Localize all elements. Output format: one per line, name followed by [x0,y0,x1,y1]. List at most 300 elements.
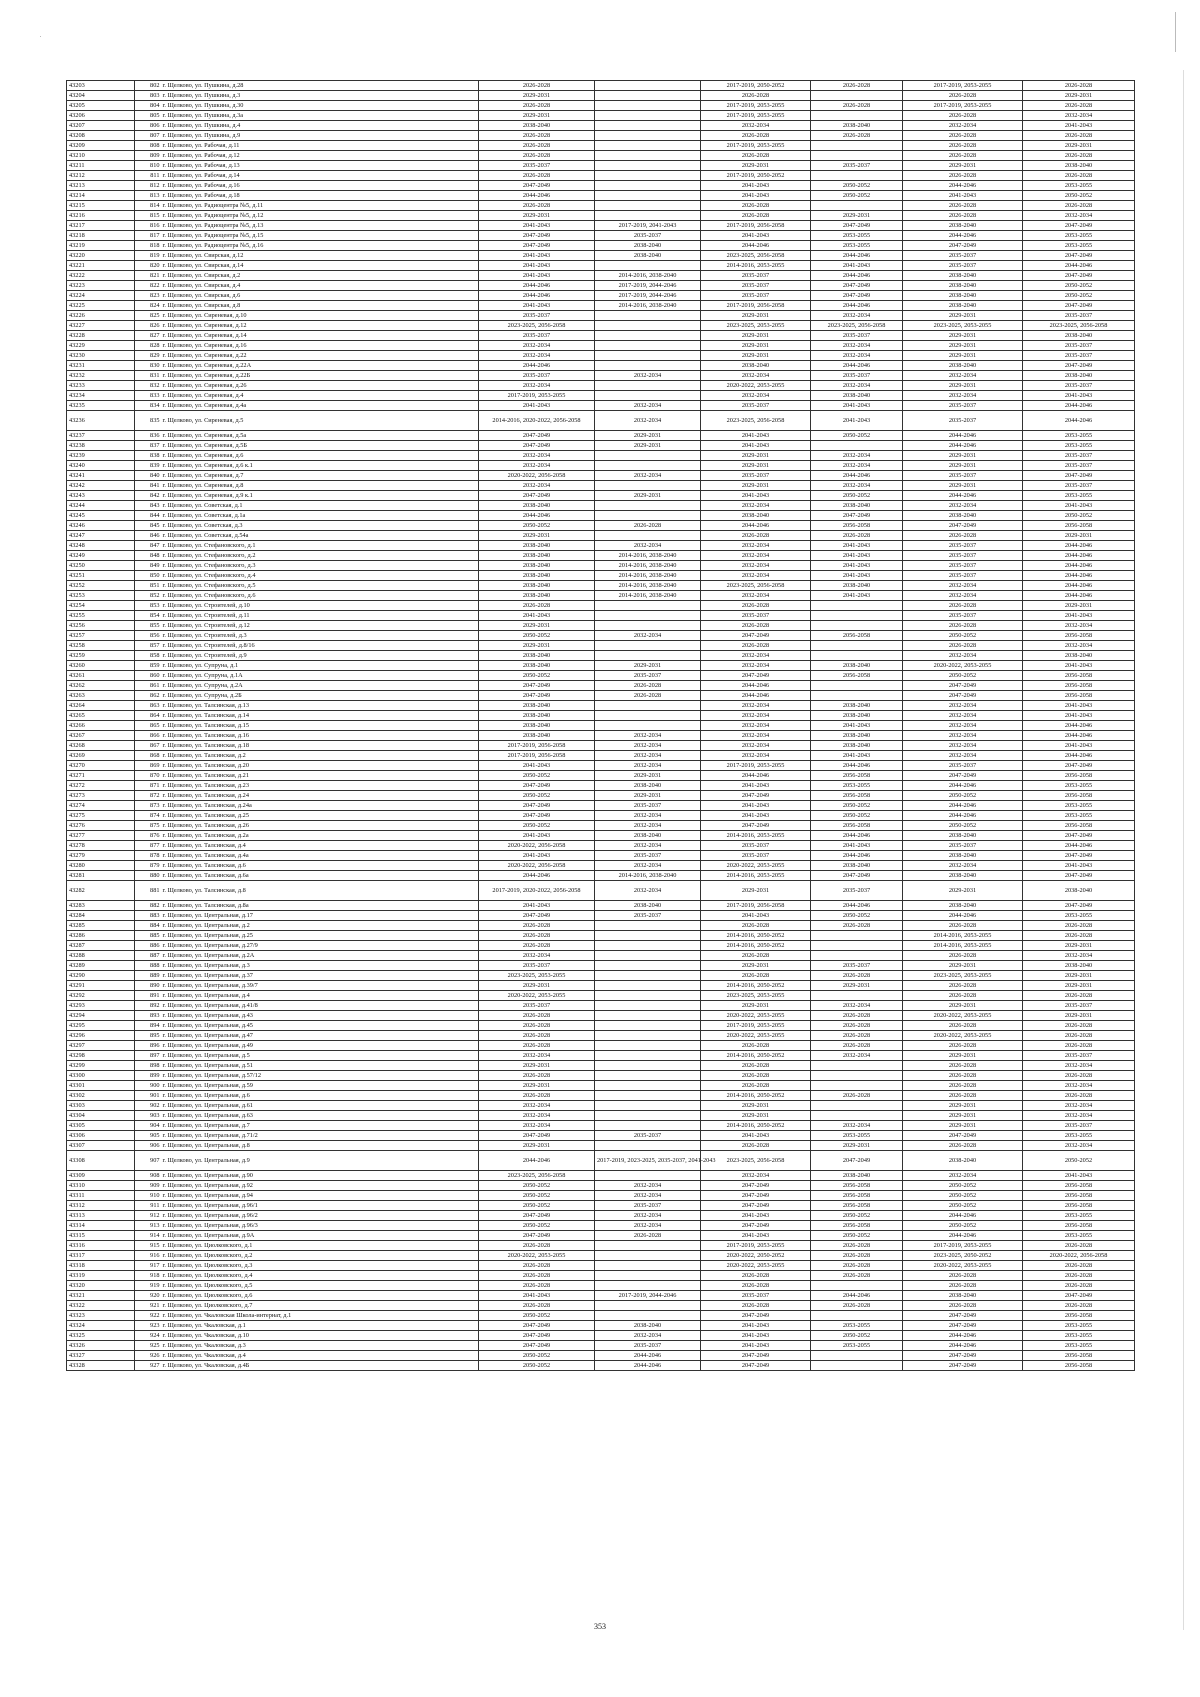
row-id-cell: 43268 [67,741,135,751]
row-id-cell: 43293 [67,1001,135,1011]
period-2-cell: 2014-2016, 2038-2040 [595,301,701,311]
period-1-cell: 2029-2031 [479,531,595,541]
table-row [67,1141,1135,1151]
period-6-cell: 2053-2055 [1023,1321,1135,1331]
period-6-cell: 2050-2052 [1023,281,1135,291]
period-1-cell: 2041-2043 [479,401,595,411]
period-5-cell: 2044-2046 [903,801,1023,811]
period-1-cell: 2017-2019, 2056-2058 [479,741,595,751]
period-2-cell: 2026-2028 [595,691,701,701]
scan-mark [40,36,41,37]
period-6-cell: 2053-2055 [1023,1331,1135,1341]
period-4-cell: 2026-2028 [811,101,903,111]
row-id-cell: 43283 [67,901,135,911]
period-2-cell [595,91,701,101]
period-1-cell: 2035-2037 [479,371,595,381]
row-id-cell: 43258 [67,641,135,651]
row-id-cell: 43241 [67,471,135,481]
period-3-cell: 2041-2043 [701,441,811,451]
period-1-cell: 2047-2049 [479,1321,595,1331]
period-1-cell: 2017-2019, 2020-2022, 2056-2058 [479,881,595,901]
period-4-cell: 2056-2058 [811,631,903,641]
table-row [67,181,1135,191]
period-1-cell: 2035-2037 [479,331,595,341]
row-number-cell: 809 [135,151,161,161]
row-number-cell: 870 [135,771,161,781]
row-id-cell: 43236 [67,411,135,431]
period-5-cell: 2029-2031 [903,1121,1023,1131]
period-6-cell: 2044-2046 [1023,731,1135,741]
table-row [67,451,1135,461]
address-cell: г. Щелково, ул. Центральная, д.57/12 [161,1071,479,1081]
row-number-cell: 840 [135,471,161,481]
period-3-cell: 2035-2037 [701,281,811,291]
address-cell: г. Щелково, ул. Чкаловская, д.4 [161,1351,479,1361]
period-6-cell: 2053-2055 [1023,231,1135,241]
period-6-cell: 2026-2028 [1023,1281,1135,1291]
table-row [67,251,1135,261]
address-cell: г. Щелково, ул. Сиреневая, д.9 к.1 [161,491,479,501]
period-2-cell: 2032-2034 [595,471,701,481]
row-id-cell: 43238 [67,441,135,451]
period-2-cell: 2014-2016, 2038-2040 [595,561,701,571]
row-id-cell: 43231 [67,361,135,371]
period-5-cell: 2050-2052 [903,1201,1023,1211]
table-row [67,661,1135,671]
period-3-cell: 2017-2019, 2053-2055 [701,1241,811,1251]
row-id-cell: 43205 [67,101,135,111]
period-4-cell: 2029-2031 [811,1141,903,1151]
period-2-cell: 2038-2040 [595,781,701,791]
period-6-cell: 2023-2025, 2056-2058 [1023,321,1135,331]
row-number-cell: 905 [135,1131,161,1141]
address-cell: г. Щелково, ул. Центральная, д.45 [161,1021,479,1031]
period-5-cell: 2026-2028 [903,171,1023,181]
row-number-cell: 906 [135,1141,161,1151]
period-2-cell [595,1011,701,1021]
period-4-cell [811,941,903,951]
period-5-cell: 2038-2040 [903,291,1023,301]
period-6-cell: 2056-2058 [1023,791,1135,801]
period-5-cell: 2026-2028 [903,1021,1023,1031]
period-6-cell: 2056-2058 [1023,1351,1135,1361]
row-id-cell: 43259 [67,651,135,661]
period-2-cell [595,321,701,331]
period-3-cell: 2029-2031 [701,481,811,491]
period-1-cell: 2044-2046 [479,871,595,881]
period-1-cell: 2038-2040 [479,581,595,591]
address-cell: г. Щелково, ул. Центральная, д.96/1 [161,1201,479,1211]
row-number-cell: 844 [135,511,161,521]
period-2-cell: 2035-2037 [595,801,701,811]
period-2-cell: 2032-2034 [595,861,701,871]
address-cell: г. Щелково, ул. Супруна, д.2А [161,681,479,691]
period-3-cell: 2035-2037 [701,851,811,861]
period-2-cell [595,721,701,731]
period-5-cell: 2035-2037 [903,841,1023,851]
row-number-cell: 927 [135,1361,161,1371]
table-row [67,481,1135,491]
period-1-cell: 2026-2028 [479,1031,595,1041]
address-cell: г. Щелково, ул. Центральная, д.2А [161,951,479,961]
period-4-cell [811,691,903,701]
table-row [67,901,1135,911]
period-5-cell: 2032-2034 [903,731,1023,741]
period-5-cell: 2032-2034 [903,651,1023,661]
table-row [67,1321,1135,1331]
period-6-cell: 2047-2049 [1023,271,1135,281]
period-5-cell: 2026-2028 [903,1071,1023,1081]
period-5-cell: 2032-2034 [903,121,1023,131]
period-2-cell [595,611,701,621]
period-5-cell: 2035-2037 [903,761,1023,771]
period-1-cell: 2020-2022, 2056-2058 [479,861,595,871]
period-6-cell: 2044-2046 [1023,261,1135,271]
period-4-cell: 2038-2040 [811,1171,903,1181]
scan-mark [1183,70,1184,1630]
period-1-cell: 2029-2031 [479,1061,595,1071]
row-id-cell: 43235 [67,401,135,411]
period-1-cell: 2023-2025, 2056-2058 [479,1171,595,1181]
table-row [67,741,1135,751]
period-4-cell: 2035-2037 [811,331,903,341]
period-2-cell: 2029-2031 [595,441,701,451]
table-row [67,331,1135,341]
row-number-cell: 861 [135,681,161,691]
row-id-cell: 43323 [67,1311,135,1321]
row-id-cell: 43220 [67,251,135,261]
period-5-cell: 2044-2046 [903,441,1023,451]
address-cell: г. Щелково, ул. Радиоцентра №5, д.15 [161,231,479,241]
table-row [67,721,1135,731]
row-number-cell: 845 [135,521,161,531]
period-3-cell: 2029-2031 [701,1101,811,1111]
row-id-cell: 43257 [67,631,135,641]
period-5-cell: 2032-2034 [903,591,1023,601]
period-2-cell: 2029-2031 [595,791,701,801]
row-id-cell: 43273 [67,791,135,801]
period-6-cell: 2041-2043 [1023,861,1135,871]
period-5-cell: 2026-2028 [903,601,1023,611]
period-4-cell: 2050-2052 [811,1231,903,1241]
table-row [67,441,1135,451]
period-6-cell: 2044-2046 [1023,401,1135,411]
period-3-cell: 2026-2028 [701,1071,811,1081]
row-number-cell: 874 [135,811,161,821]
period-3-cell: 2047-2049 [701,1201,811,1211]
row-number-cell: 864 [135,711,161,721]
address-cell: г. Щелково, ул. Талсинская, д.13 [161,701,479,711]
period-4-cell: 2056-2058 [811,821,903,831]
period-1-cell: 2038-2040 [479,711,595,721]
period-3-cell: 2047-2049 [701,1221,811,1231]
row-number-cell: 829 [135,351,161,361]
period-3-cell: 2047-2049 [701,821,811,831]
period-5-cell: 2038-2040 [903,851,1023,861]
period-5-cell: 2029-2031 [903,161,1023,171]
address-cell: г. Щелково, ул. Талсинская, д.14 [161,711,479,721]
address-cell: г. Щелково, ул. Талсинская, д.4 [161,841,479,851]
period-4-cell: 2053-2055 [811,1321,903,1331]
period-5-cell: 2044-2046 [903,811,1023,821]
period-2-cell: 2038-2040 [595,901,701,911]
table-row [67,101,1135,111]
row-number-cell: 919 [135,1281,161,1291]
period-5-cell: 2047-2049 [903,1351,1023,1361]
table-row [67,591,1135,601]
address-cell: г. Щелково, ул. Рабочая, д.12 [161,151,479,161]
row-number-cell: 831 [135,371,161,381]
period-2-cell [595,121,701,131]
period-2-cell: 2032-2034 [595,401,701,411]
period-4-cell: 2041-2043 [811,541,903,551]
table-row [67,1201,1135,1211]
address-cell: г. Щелково, ул. Чкаловская Школа-интернат, д.1 [161,1311,479,1321]
period-6-cell: 2038-2040 [1023,881,1135,901]
row-number-cell: 885 [135,931,161,941]
period-3-cell: 2026-2028 [701,1061,811,1071]
row-number-cell: 860 [135,671,161,681]
period-1-cell: 2050-2052 [479,521,595,531]
period-5-cell: 2044-2046 [903,231,1023,241]
period-4-cell: 2044-2046 [811,301,903,311]
period-1-cell: 2026-2028 [479,941,595,951]
row-id-cell: 43265 [67,711,135,721]
table-row [67,751,1135,761]
period-2-cell [595,641,701,651]
period-6-cell: 2044-2046 [1023,561,1135,571]
row-number-cell: 822 [135,281,161,291]
period-2-cell [595,961,701,971]
period-2-cell: 2029-2031 [595,491,701,501]
table-row [67,1071,1135,1081]
period-2-cell [595,1261,701,1271]
period-6-cell: 2035-2037 [1023,1121,1135,1131]
period-1-cell: 2050-2052 [479,821,595,831]
row-number-cell: 850 [135,571,161,581]
period-5-cell: 2032-2034 [903,741,1023,751]
period-6-cell: 2032-2034 [1023,641,1135,651]
address-cell: г. Щелково, ул. Сиреневая, д.22А [161,361,479,371]
address-cell: г. Щелково, ул. Талсинская, д.23 [161,781,479,791]
table-row [67,1351,1135,1361]
period-3-cell: 2014-2016, 2053-2055 [701,871,811,881]
table-row [67,641,1135,651]
table-row [67,351,1135,361]
address-cell: г. Щелково, ул. Талсинская, д.21 [161,771,479,781]
row-id-cell: 43240 [67,461,135,471]
period-4-cell: 2047-2049 [811,221,903,231]
table-row [67,1101,1135,1111]
period-6-cell: 2053-2055 [1023,911,1135,921]
address-cell: г. Щелково, ул. Центральная, д.9 [161,1151,479,1171]
address-cell: г. Щелково, ул. Сиреневая, д.5 [161,411,479,431]
period-4-cell: 2032-2034 [811,481,903,491]
period-1-cell: 2026-2028 [479,1011,595,1021]
address-cell: г. Щелково, ул. Центральная, д.71/2 [161,1131,479,1141]
period-5-cell: 2023-2025, 2050-2052 [903,1251,1023,1261]
period-4-cell: 2035-2037 [811,961,903,971]
period-5-cell: 2035-2037 [903,611,1023,621]
period-3-cell: 2017-2019, 2053-2055 [701,111,811,121]
address-cell: г. Щелково, ул. Сиреневая, д.4 [161,391,479,401]
period-2-cell: 2035-2037 [595,1131,701,1141]
address-cell: г. Щелково, ул. Сиреневая, д.22 [161,351,479,361]
table-row [67,541,1135,551]
period-4-cell [811,931,903,941]
period-6-cell: 2029-2031 [1023,91,1135,101]
address-cell: г. Щелково, ул. Талсинская, д.2 [161,751,479,761]
row-id-cell: 43313 [67,1211,135,1221]
table-row [67,781,1135,791]
period-3-cell: 2047-2049 [701,791,811,801]
period-2-cell: 2032-2034 [595,411,701,431]
period-4-cell: 2050-2052 [811,491,903,501]
row-number-cell: 847 [135,541,161,551]
period-6-cell: 2047-2049 [1023,251,1135,261]
period-4-cell: 2041-2043 [811,721,903,731]
period-3-cell: 2047-2049 [701,1351,811,1361]
row-id-cell: 43228 [67,331,135,341]
period-5-cell: 2026-2028 [903,1041,1023,1051]
period-4-cell: 2026-2028 [811,1241,903,1251]
address-cell: г. Щелково, ул. Талсинская, д.8 [161,881,479,901]
period-6-cell: 2041-2043 [1023,741,1135,751]
period-4-cell [811,681,903,691]
period-3-cell: 2041-2043 [701,1231,811,1241]
row-number-cell: 804 [135,101,161,111]
period-5-cell: 2029-2031 [903,311,1023,321]
period-6-cell: 2035-2037 [1023,1051,1135,1061]
row-id-cell: 43327 [67,1351,135,1361]
period-4-cell: 2041-2043 [811,551,903,561]
period-3-cell: 2026-2028 [701,1301,811,1311]
period-2-cell [595,1101,701,1111]
row-id-cell: 43210 [67,151,135,161]
table-row [67,321,1135,331]
period-3-cell: 2014-2016, 2050-2052 [701,1121,811,1131]
address-cell: г. Щелково, ул. Циолковского, д.7 [161,1301,479,1311]
period-4-cell: 2050-2052 [811,801,903,811]
period-1-cell: 2020-2022, 2053-2055 [479,1251,595,1261]
row-id-cell: 43212 [67,171,135,181]
period-6-cell: 2029-2031 [1023,981,1135,991]
row-number-cell: 851 [135,581,161,591]
row-id-cell: 43254 [67,601,135,611]
address-cell: г. Щелково, ул. Чкаловская, д.1 [161,1321,479,1331]
period-2-cell: 2032-2034 [595,731,701,741]
period-1-cell: 2047-2049 [479,781,595,791]
address-cell: г. Щелково, ул. Центральная, д.4 [161,991,479,1001]
period-6-cell: 2029-2031 [1023,601,1135,611]
period-1-cell: 2041-2043 [479,261,595,271]
period-1-cell: 2041-2043 [479,831,595,841]
period-5-cell: 2044-2046 [903,491,1023,501]
row-number-cell: 875 [135,821,161,831]
period-4-cell: 2038-2040 [811,701,903,711]
period-2-cell: 2029-2031 [595,771,701,781]
period-5-cell: 2044-2046 [903,1341,1023,1351]
period-5-cell: 2029-2031 [903,351,1023,361]
period-5-cell: 2047-2049 [903,681,1023,691]
period-6-cell: 2032-2034 [1023,1081,1135,1091]
period-5-cell: 2026-2028 [903,151,1023,161]
period-5-cell: 2050-2052 [903,671,1023,681]
period-4-cell: 2026-2028 [811,131,903,141]
period-6-cell: 2053-2055 [1023,811,1135,821]
period-5-cell: 2038-2040 [903,361,1023,371]
period-2-cell [595,131,701,141]
period-4-cell: 2038-2040 [811,741,903,751]
period-5-cell: 2029-2031 [903,461,1023,471]
table-row [67,801,1135,811]
address-cell: г. Щелково, ул. Сиреневая, д.12 [161,321,479,331]
period-3-cell: 2047-2049 [701,1311,811,1321]
table-row [67,671,1135,681]
period-2-cell: 2038-2040 [595,241,701,251]
period-4-cell: 2041-2043 [811,261,903,271]
period-3-cell: 2029-2031 [701,311,811,321]
row-id-cell: 43215 [67,201,135,211]
period-2-cell: 2014-2016, 2038-2040 [595,871,701,881]
period-4-cell [811,91,903,101]
period-6-cell: 2026-2028 [1023,131,1135,141]
row-id-cell: 43294 [67,1011,135,1021]
address-cell: г. Щелково, ул. Сиреневая, д.6 к.1 [161,461,479,471]
period-5-cell: 2026-2028 [903,981,1023,991]
period-6-cell: 2044-2046 [1023,841,1135,851]
table-row [67,201,1135,211]
row-id-cell: 43312 [67,1201,135,1211]
row-number-cell: 836 [135,431,161,441]
row-id-cell: 43216 [67,211,135,221]
address-cell: г. Щелково, ул. Сиреневая, д.10 [161,311,479,321]
table-row [67,1151,1135,1171]
period-3-cell: 2020-2022, 2053-2055 [701,1031,811,1041]
period-2-cell [595,621,701,631]
row-number-cell: 812 [135,181,161,191]
period-1-cell: 2026-2028 [479,1281,595,1291]
period-4-cell: 2044-2046 [811,271,903,281]
period-1-cell: 2038-2040 [479,551,595,561]
period-3-cell: 2017-2019, 2053-2055 [701,1021,811,1031]
period-3-cell: 2020-2022, 2053-2055 [701,1011,811,1021]
address-cell: г. Щелково, ул. Советская, д.3 [161,521,479,531]
row-number-cell: 898 [135,1061,161,1071]
period-1-cell: 2026-2028 [479,601,595,611]
period-3-cell: 2035-2037 [701,611,811,621]
address-cell: г. Щелково, ул. Советская, д.54а [161,531,479,541]
table-row [67,221,1135,231]
row-id-cell: 43321 [67,1291,135,1301]
period-4-cell [811,611,903,621]
address-cell: г. Щелково, ул. Чкаловская, д.4Б [161,1361,479,1371]
row-number-cell: 899 [135,1071,161,1081]
period-6-cell: 2026-2028 [1023,1261,1135,1271]
period-2-cell [595,1251,701,1261]
period-5-cell: 2050-2052 [903,1181,1023,1191]
period-1-cell: 2020-2022, 2053-2055 [479,991,595,1001]
address-cell: г. Щелково, ул. Центральная, д.63 [161,1111,479,1121]
period-3-cell: 2047-2049 [701,1361,811,1371]
row-id-cell: 43217 [67,221,135,231]
period-2-cell: 2035-2037 [595,671,701,681]
address-cell: г. Щелково, ул. Циолковского, д.5 [161,1281,479,1291]
period-4-cell: 2044-2046 [811,851,903,861]
period-4-cell: 2041-2043 [811,751,903,761]
row-id-cell: 43211 [67,161,135,171]
period-6-cell: 2047-2049 [1023,221,1135,231]
